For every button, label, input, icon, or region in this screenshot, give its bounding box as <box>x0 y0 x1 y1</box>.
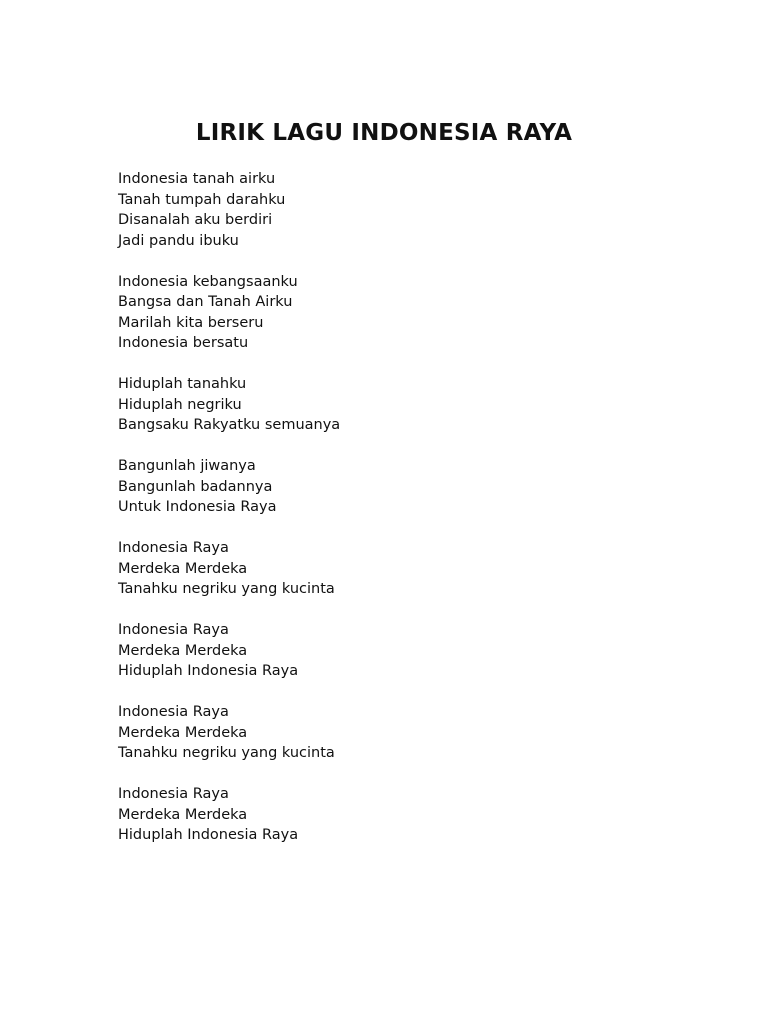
lyric-line: Merdeka Merdeka <box>118 560 248 577</box>
lyric-line: Tanahku negriku yang kucinta <box>118 581 335 597</box>
stanza-6 <box>118 620 718 682</box>
lyric-line: Jadi pandu ibuku <box>118 232 239 249</box>
lyric-line: Indonesia tanah airku <box>118 171 276 187</box>
lyric-line: Hiduplah negriku <box>118 396 242 413</box>
stanza-8 <box>118 784 718 846</box>
lyric-line: Bangsaku Rakyatku semuanya <box>118 417 341 433</box>
page-title: LIRIK LAGU INDONESIA RAYA <box>195 120 573 146</box>
lyric-line: Tanah tumpah darahku <box>118 191 286 208</box>
lyric-line: Indonesia Raya <box>118 622 229 638</box>
lyric-line: Hiduplah Indonesia Raya <box>118 827 299 843</box>
lyric-line: Bangsa dan Tanah Airku <box>118 294 293 310</box>
lyric-line: Merdeka Merdeka <box>118 806 248 823</box>
stanza-7 <box>118 702 718 764</box>
lyric-line: Hiduplah tanahku <box>118 376 247 392</box>
lyric-line: Indonesia Raya <box>118 540 229 556</box>
lyric-line: Indonesia Raya <box>118 704 229 720</box>
lyric-line: Indonesia bersatu <box>118 335 249 351</box>
stanza-3 <box>118 374 718 436</box>
lyric-line: Disanalah aku berdiri <box>118 212 273 228</box>
lyric-line: Hiduplah Indonesia Raya <box>118 663 299 679</box>
lyric-line: Bangunlah jiwanya <box>118 458 256 474</box>
lyric-line: Untuk Indonesia Raya <box>118 499 277 515</box>
stanza-4 <box>118 456 718 518</box>
lyric-line: Indonesia kebangsaanku <box>118 273 298 290</box>
stanza-2 <box>118 272 718 354</box>
lyrics-body <box>118 169 718 866</box>
lyric-line: Bangunlah badannya <box>118 478 273 495</box>
lyric-line: Merdeka Merdeka <box>118 642 248 659</box>
lyric-line: Marilah kita berseru <box>118 314 264 331</box>
lyric-line: Merdeka Merdeka <box>118 724 248 741</box>
stanza-5 <box>118 538 718 600</box>
stanza-1 <box>118 169 718 251</box>
lyric-line: Indonesia Raya <box>118 786 229 802</box>
lyric-line: Tanahku negriku yang kucinta <box>118 745 335 761</box>
